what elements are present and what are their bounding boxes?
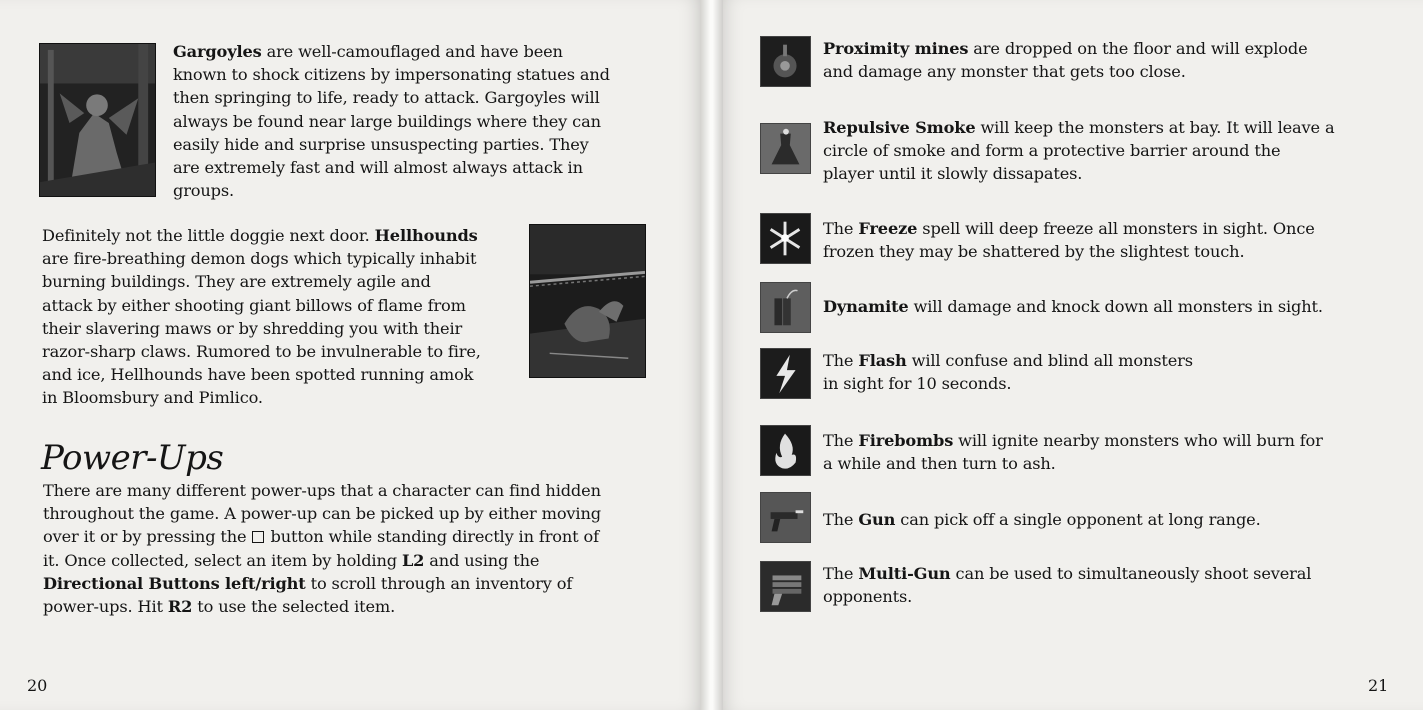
flash-text bbox=[823, 349, 1368, 395]
directional-buttons-term: Directional Buttons left/right bbox=[43, 573, 306, 593]
proximity-mine-icon bbox=[760, 36, 811, 87]
item-line: and damage any monster that gets too close. bbox=[823, 62, 1186, 82]
hellhound-image bbox=[529, 224, 646, 378]
power-ups-paragraph bbox=[43, 479, 663, 618]
repulsive-smoke-text bbox=[823, 116, 1368, 186]
power-ups-line: power-ups. Hit bbox=[43, 597, 168, 617]
smoke-flask-icon bbox=[760, 123, 811, 174]
gargoyles-paragraph bbox=[173, 40, 653, 202]
hellhounds-line: their slavering maws or by shredding you with their bbox=[42, 318, 463, 338]
gun-term: Gun bbox=[858, 510, 896, 529]
dynamite-text bbox=[823, 295, 1368, 318]
gargoyles-line: then springing to life, ready to attack. Gargoyles will bbox=[173, 88, 600, 108]
repulsive-smoke-term: Repulsive Smoke bbox=[823, 118, 976, 137]
item-line: will keep the monsters at bay. It will leave a bbox=[975, 118, 1335, 137]
hellhounds-intro: Definitely not the little doggie next door. bbox=[42, 226, 375, 245]
gargoyles-line: always be found near large buildings where they can bbox=[173, 111, 601, 131]
firebomb-icon bbox=[760, 425, 811, 476]
book-gutter bbox=[700, 0, 723, 710]
multi-gun-term: Multi-Gun bbox=[858, 564, 951, 583]
power-ups-line: over it or by pressing the bbox=[43, 527, 252, 547]
multi-gun-text bbox=[823, 562, 1368, 608]
power-ups-line: to scroll through an inventory of bbox=[305, 573, 573, 593]
item-line: will confuse and blind all monsters bbox=[906, 351, 1193, 370]
power-ups-line: and using the bbox=[424, 550, 540, 570]
gargoyle-image bbox=[39, 43, 156, 197]
proximity-mines-term: Proximity mines bbox=[823, 39, 969, 58]
item-line: a while and then turn to ash. bbox=[823, 454, 1056, 474]
power-ups-line: it. Once collected, select an item by holding bbox=[43, 550, 402, 570]
item-line: player until it slowly dissapates. bbox=[823, 164, 1083, 184]
freeze-text bbox=[823, 217, 1368, 263]
page-number-right: 21 bbox=[1368, 676, 1389, 695]
gargoyles-line: are extremely fast and will almost always attack in bbox=[173, 158, 583, 178]
hellhounds-line: and ice, Hellhounds have been spotted running amok bbox=[42, 365, 474, 385]
item-line: circle of smoke and form a protective barrier around the bbox=[823, 141, 1281, 161]
hellhounds-line: razor-sharp claws. Rumored to be invulnerable to fire, bbox=[42, 342, 481, 362]
l2-button-term: L2 bbox=[401, 550, 425, 570]
freeze-term: Freeze bbox=[858, 219, 918, 238]
item-line: can be used to simultaneously shoot several bbox=[950, 564, 1312, 583]
item-line: will damage and knock down all monsters in sight. bbox=[908, 297, 1323, 316]
lightning-icon bbox=[760, 348, 811, 399]
gargoyles-line: known to shock citizens by impersonating statues and bbox=[173, 65, 610, 85]
multi-gun-icon bbox=[760, 561, 811, 612]
hellhounds-term: Hellhounds bbox=[374, 226, 478, 245]
gargoyles-line: groups. bbox=[173, 181, 235, 201]
power-ups-line: throughout the game. A power-up can be picked up by either moving bbox=[43, 504, 601, 524]
gargoyles-line: easily hide and surprise unsuspecting parties. They bbox=[173, 134, 589, 154]
r2-button-term: R2 bbox=[167, 597, 193, 617]
hellhounds-line: are fire-breathing demon dogs which typically inhabit bbox=[42, 249, 477, 269]
item-prefix: The bbox=[823, 351, 859, 370]
item-prefix: The bbox=[823, 564, 859, 583]
snowflake-icon bbox=[760, 213, 811, 264]
item-prefix: The bbox=[823, 219, 859, 238]
item-prefix: The bbox=[823, 431, 859, 450]
gun-text bbox=[823, 508, 1368, 531]
gargoyles-term: Gargoyles bbox=[173, 42, 262, 61]
firebombs-term: Firebombs bbox=[858, 431, 954, 450]
item-line: spell will deep freeze all monsters in sight. Once bbox=[917, 219, 1315, 238]
hellhounds-line: in Bloomsbury and Pimlico. bbox=[42, 388, 263, 408]
proximity-mines-text bbox=[823, 37, 1368, 83]
dynamite-icon bbox=[760, 282, 811, 333]
item-line: in sight for 10 seconds. bbox=[823, 374, 1012, 394]
hellhounds-line: burning buildings. They are extremely agile and bbox=[42, 272, 431, 292]
power-ups-heading: Power-Ups bbox=[41, 438, 224, 478]
power-ups-line: to use the selected item. bbox=[192, 597, 396, 617]
item-line: are dropped on the floor and will explode bbox=[968, 39, 1308, 58]
hellhounds-line: attack by either shooting giant billows of flame from bbox=[42, 295, 466, 315]
square-button-icon bbox=[252, 531, 264, 543]
page-number-left: 20 bbox=[27, 676, 48, 695]
item-line: frozen they may be shattered by the slightest touch. bbox=[823, 242, 1245, 262]
firebombs-text bbox=[823, 429, 1368, 475]
item-line: can pick off a single opponent at long range. bbox=[895, 510, 1261, 529]
power-ups-line: button while standing directly in front of bbox=[265, 527, 599, 547]
hellhounds-paragraph bbox=[42, 224, 527, 410]
gun-icon bbox=[760, 492, 811, 543]
item-line: opponents. bbox=[823, 587, 913, 607]
gargoyles-line-1: are well-camouflaged and have been bbox=[261, 42, 563, 61]
power-ups-line: There are many different power-ups that a character can find hidden bbox=[43, 481, 601, 500]
item-line: will ignite nearby monsters who will burn for bbox=[953, 431, 1323, 450]
item-prefix: The bbox=[823, 510, 859, 529]
dynamite-term: Dynamite bbox=[823, 297, 909, 316]
flash-term: Flash bbox=[858, 351, 907, 370]
